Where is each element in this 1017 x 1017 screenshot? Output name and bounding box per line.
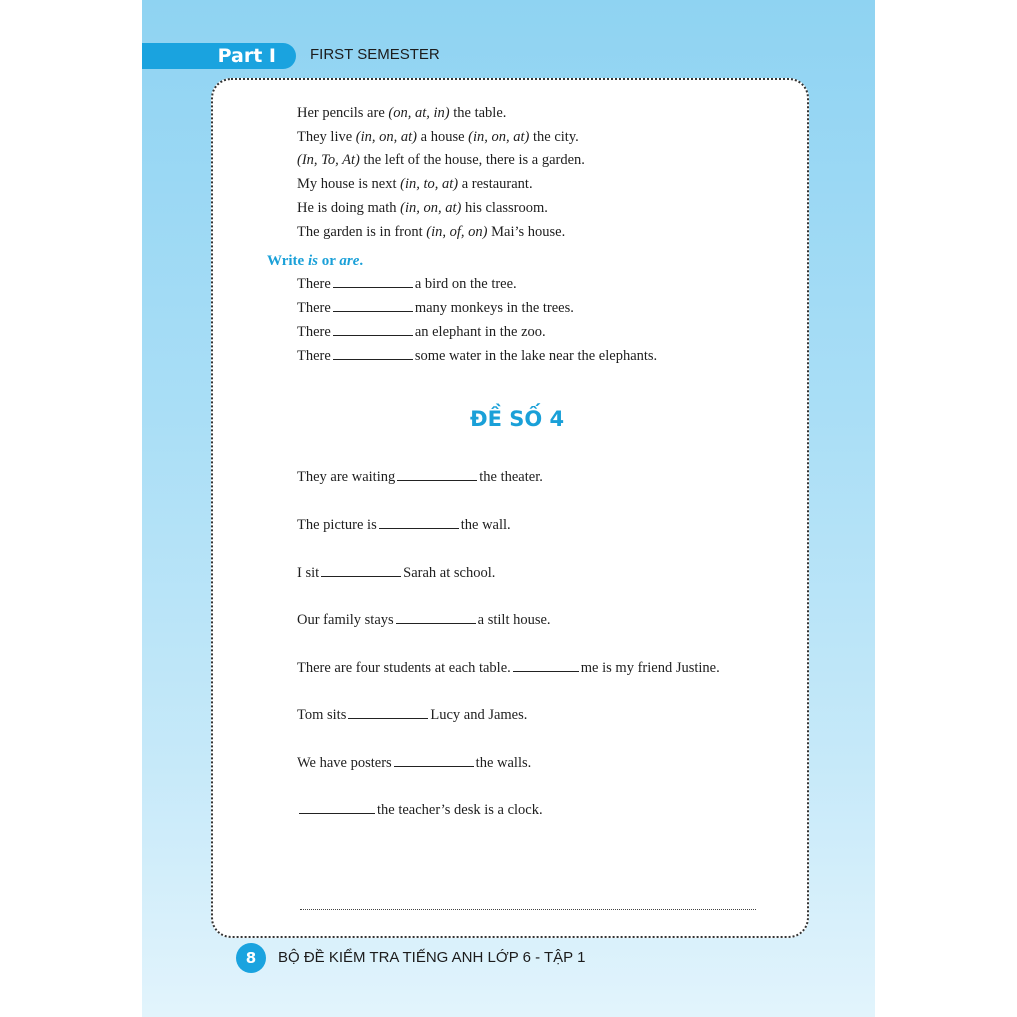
heading-part: are xyxy=(339,253,360,269)
answer-blank[interactable] xyxy=(379,516,459,529)
answer-dotted-line xyxy=(300,909,756,910)
sentence-text: the city. xyxy=(529,129,579,145)
sentence-end: some water in the lake near the elephants. xyxy=(414,348,658,364)
question-end: Lucy and James. xyxy=(430,707,528,723)
preposition-sentence xyxy=(297,104,506,122)
preposition-sentence xyxy=(297,223,565,241)
question-text xyxy=(297,754,531,772)
question-end: the teacher’s desk is a clock. xyxy=(377,802,543,818)
answer-blank[interactable] xyxy=(394,754,474,767)
option-list: (on, at, in) xyxy=(388,105,450,121)
section-heading xyxy=(267,252,363,270)
question-text xyxy=(297,516,511,534)
preposition-sentence xyxy=(297,151,585,169)
question-end: a stilt house. xyxy=(477,612,551,628)
sentence-text: a restaurant. xyxy=(458,176,533,192)
answer-blank[interactable] xyxy=(333,323,413,336)
sentence-text: My house is next xyxy=(297,176,401,192)
option-list: (In, To, At) xyxy=(297,152,360,168)
sentence-start: There xyxy=(297,348,331,364)
question-end: Sarah at school. xyxy=(403,565,496,581)
question-text xyxy=(297,801,543,819)
preposition-sentence xyxy=(297,199,548,217)
page-number-badge: 8 xyxy=(236,943,266,973)
part-tab xyxy=(142,43,296,69)
preposition-sentence xyxy=(297,128,579,146)
option-list: (in, of, on) xyxy=(426,224,488,240)
fill-sentence xyxy=(297,275,517,293)
question-start: They are waiting xyxy=(297,469,396,485)
sentence-text: Mai’s house. xyxy=(487,224,566,240)
question-start: Tom sits xyxy=(297,707,347,723)
semester-label: FIRST SEMESTER xyxy=(310,46,440,63)
option-list: (in, to, at) xyxy=(400,176,459,192)
sentence-end: a bird on the tree. xyxy=(414,276,517,292)
sentence-text: a house xyxy=(417,129,469,145)
question-end: the theater. xyxy=(479,469,543,485)
option-list: (in, on, at) xyxy=(355,129,418,145)
question-end: me is my friend Justine. xyxy=(580,660,720,676)
book-title: BỘ ĐỀ KIỂM TRA TIẾNG ANH LỚP 6 - TẬP 1 xyxy=(278,949,586,966)
sentence-text: his classroom. xyxy=(461,200,548,216)
sentence-text: The garden is in front xyxy=(297,224,427,240)
question-end: the wall. xyxy=(460,517,511,533)
question-start: There are four students at each table. xyxy=(297,660,511,676)
heading-part: Write xyxy=(267,253,308,269)
answer-blank[interactable] xyxy=(299,801,375,814)
question-start: Our family stays xyxy=(297,612,394,628)
answer-blank[interactable] xyxy=(513,659,579,672)
sentence-start: There xyxy=(297,276,331,292)
preposition-sentence xyxy=(297,175,533,193)
question-start: I sit xyxy=(297,565,320,581)
heading-part: or xyxy=(317,253,340,269)
fill-sentence xyxy=(297,347,657,365)
question-text xyxy=(297,468,543,486)
sentence-start: There xyxy=(297,324,331,340)
answer-blank[interactable] xyxy=(321,564,401,577)
answer-blank[interactable] xyxy=(396,611,476,624)
part-label: Part I xyxy=(217,45,276,67)
heading-part: is xyxy=(307,253,318,269)
answer-blank[interactable] xyxy=(348,706,428,719)
answer-blank[interactable] xyxy=(333,299,413,312)
heading-part: . xyxy=(359,253,364,269)
sentence-text: Her pencils are xyxy=(297,105,389,121)
test-title: ĐỀ SỐ 4 xyxy=(470,407,565,431)
option-list: (in, on, at) xyxy=(400,200,462,216)
fill-sentence xyxy=(297,323,546,341)
sentence-start: There xyxy=(297,300,331,316)
sentence-text: the table. xyxy=(449,105,507,121)
question-text xyxy=(297,706,527,724)
sentence-text: They live xyxy=(297,129,356,145)
answer-blank[interactable] xyxy=(333,347,413,360)
question-end: the walls. xyxy=(475,755,532,771)
fill-sentence xyxy=(297,299,574,317)
answer-blank[interactable] xyxy=(397,468,477,481)
answer-blank[interactable] xyxy=(333,275,413,288)
sentence-text: He is doing math xyxy=(297,200,401,216)
question-start: We have posters xyxy=(297,755,392,771)
sentence-end: many monkeys in the trees. xyxy=(414,300,574,316)
question-text xyxy=(297,564,495,582)
option-list: (in, on, at) xyxy=(468,129,530,145)
sentence-end: an elephant in the zoo. xyxy=(414,324,546,340)
question-start: The picture is xyxy=(297,517,377,533)
sentence-text: the left of the house, there is a garden. xyxy=(359,152,585,168)
question-text xyxy=(297,659,720,677)
question-text xyxy=(297,611,551,629)
